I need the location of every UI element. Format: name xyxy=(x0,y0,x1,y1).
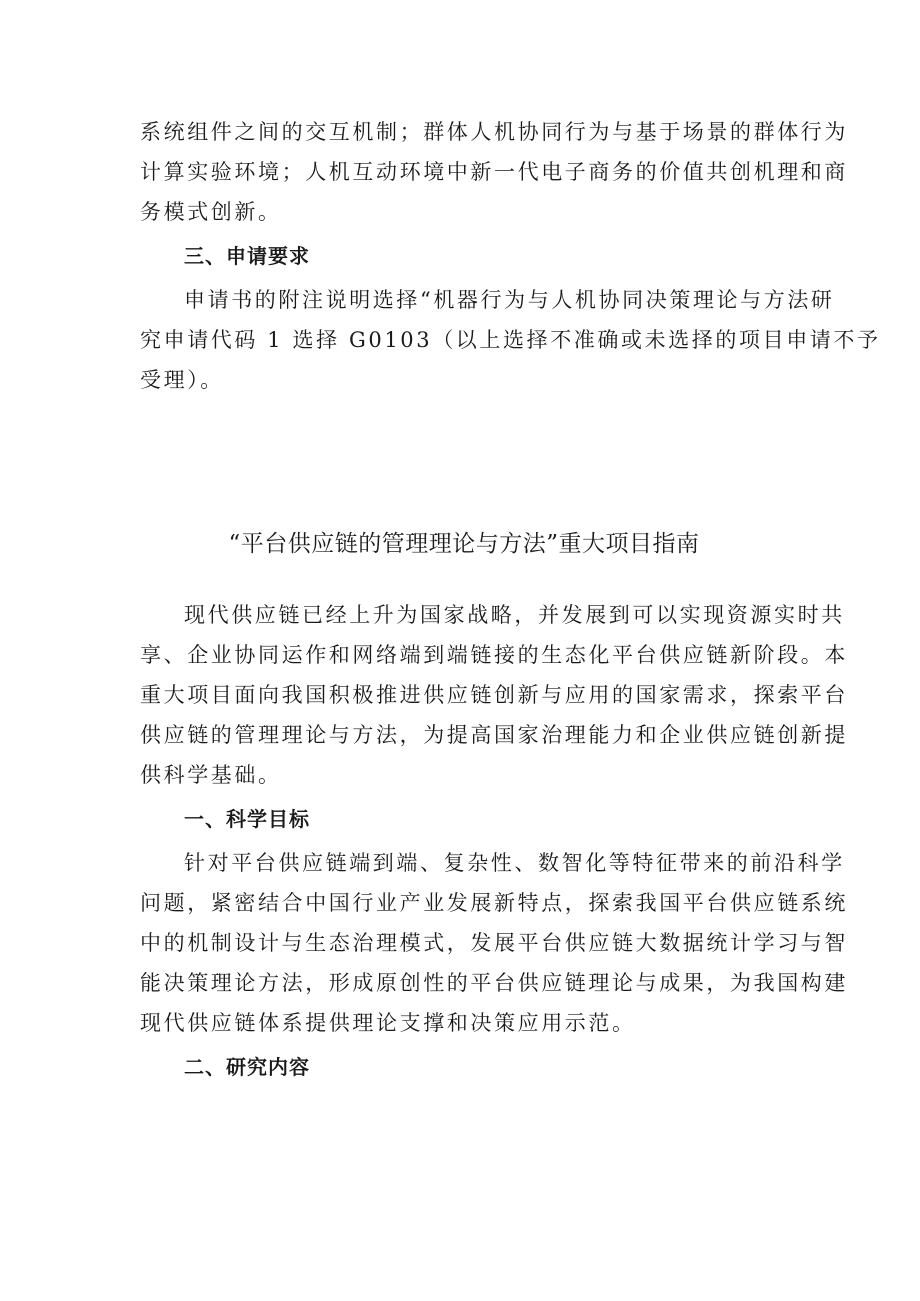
text-line: 针对平台供应链端到端、复杂性、数智化等特征带来的前沿科学 xyxy=(184,851,845,875)
text-line: 现代供应链体系提供理论支撑和决策应用示范。 xyxy=(140,1011,636,1035)
text-line: 受理）。 xyxy=(140,368,224,392)
text-line: 能决策理论方法，形成原创性的平台供应链理论与成果，为我国构建 xyxy=(140,971,848,995)
text-line: 重大项目面向我国积极推进供应链创新与应用的国家需求，探索平台 xyxy=(140,683,848,707)
document-page xyxy=(140,112,881,1087)
text-line: 系统组件之间的交互机制；群体人机协同行为与基于场景的群体行为 xyxy=(140,120,848,144)
text-line: 申请书的附注说明选择“机器行为与人机协同决策理论与方法研 xyxy=(184,288,835,312)
text-line: 究申请代码 1 选择 G0103（以上选择不准确或未选择的项目申请不予 xyxy=(140,328,881,352)
text-line: 供科学基础。 xyxy=(140,763,282,787)
guide-intro-paragraph xyxy=(140,595,848,795)
text-line: 现代供应链已经上升为国家战略，并发展到可以实现资源实时共 xyxy=(184,603,845,627)
continued-paragraph xyxy=(140,112,848,232)
section-heading-application-requirements: 三、申请要求 xyxy=(184,244,310,268)
guide-title: “平台供应链的管理理论与方法”重大项目指南 xyxy=(228,531,700,557)
text-line: 供应链的管理理论与方法，为提高国家治理能力和企业供应链创新提 xyxy=(140,723,848,747)
text-line: 计算实验环境；人机互动环境中新一代电子商务的价值共创机理和商 xyxy=(140,160,848,184)
scientific-goals-paragraph xyxy=(140,843,848,1043)
text-line: 问题，紧密结合中国行业产业发展新特点，探索我国平台供应链系统 xyxy=(140,891,848,915)
section-heading-scientific-goals: 一、科学目标 xyxy=(184,807,310,831)
text-line: 中的机制设计与生态治理模式，发展平台供应链大数据统计学习与智 xyxy=(140,931,848,955)
requirements-paragraph xyxy=(140,280,881,400)
text-line: 务模式创新。 xyxy=(140,200,282,224)
text-line: 享、企业协同运作和网络端到端链接的生态化平台供应链新阶段。本 xyxy=(140,643,848,667)
section-heading-research-content: 二、研究内容 xyxy=(184,1055,310,1079)
